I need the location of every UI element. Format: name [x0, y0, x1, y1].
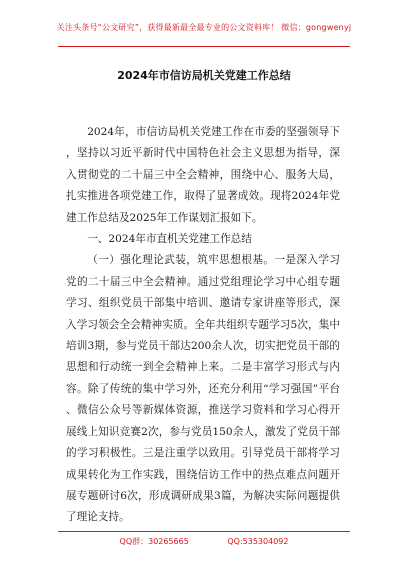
qq-number-text: QQ:535304092: [227, 537, 289, 546]
intro-paragraph: 2024年，市信访局机关党建工作在市委的坚强领导下，坚持以习近平新时代中国特色社会主义思想为指导，深入贯彻党的二十届三中全会精神，围绕中心、服务大局，扎实推进各项党建工作，取得了显著成效。现将2024年党建工作总结及2025年工作谋划汇报如下。: [66, 126, 340, 224]
section-heading: 一、2024年市直机关党建工作总结: [87, 233, 252, 246]
qq-group-text: QQ群：30265665: [119, 537, 189, 546]
document-title: 2024年市信访局机关党建工作总结: [117, 69, 291, 82]
header-banner: 关注头条号“公文研究”，获得最新最全最专业的公文资料库！ 微信：gongwenyj: [56, 23, 352, 32]
footer-rule: [58, 531, 350, 532]
document-body: [66, 122, 340, 529]
header-rule: [58, 46, 350, 47]
footer-contact: [0, 536, 408, 547]
body-paragraph: （一）强化理论武装，筑牢思想根基。一是深入学习党的二十届三中全会精神。通过党组理论学习中心组专题学习、组织党员干部集中培训、邀请专家讲座等形式，深入学习领会全会精神实质。全年共组织专题学习5次，集中培训3期，参与党员干部达200余人次，切实把党员干部的思想和行动统一到全会精神上来。二是丰富学习形式与内容。除了传统的集中学习外，还充分利用“学习强国”平台、微信公众号等新媒体资源，推送学习资料和学习心得开展线上知识竞赛2次，参与党员150余人，激发了党员干部的学习积极性。三是注重学以致用。引导党员干部将学习成果转化为工作实践，围绕信访工作中的热点难点问题开展专题研讨6次，形成调研成果3篇，为解决实际问题提供了理论支持。: [66, 254, 340, 524]
